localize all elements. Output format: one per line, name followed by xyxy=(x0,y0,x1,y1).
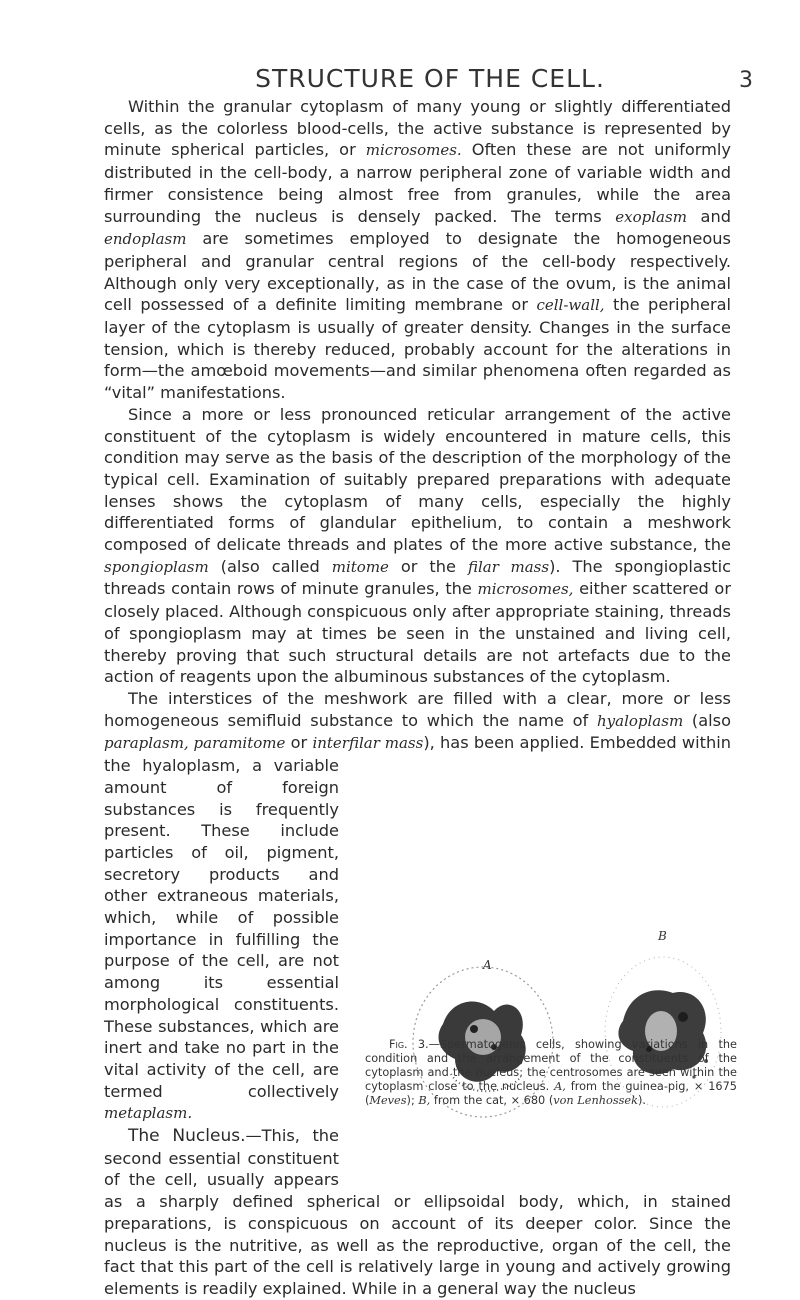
text-run: or the xyxy=(388,556,468,576)
text-run: (also called xyxy=(208,556,332,576)
figure-3 xyxy=(351,759,739,1186)
caption-text: from the cat, × 680 ( xyxy=(430,1093,554,1107)
figure-number: Fig. 3. xyxy=(389,1038,429,1052)
text-run: or xyxy=(285,733,313,753)
caption-text: ). xyxy=(637,1093,646,1107)
term: spongioplasm xyxy=(104,557,209,576)
caption-text: from the guinea-pig, × 1675 ( xyxy=(365,1079,737,1107)
caption-label-b: B, xyxy=(418,1093,431,1107)
text-run: (also xyxy=(683,710,731,730)
text-run: ). The spongioplastic threads contain rows of minute granules, the xyxy=(104,556,731,599)
caption-label-a: A, xyxy=(554,1079,566,1093)
text-run: and xyxy=(686,206,731,226)
section-heading-nucleus: The Nucleus. xyxy=(128,1126,246,1147)
text-run: ), has been applied. Embedded within the hyaloplasm, a variable amount of foreign substances is frequently present. These include particles of oil, pigment, secretory products and other extraneous materials, which, while of possible importance in fulfilling the purpose of the cell, are not among its essential morphological constituents. These substances, which are inert and take no part in the vital activity of the cell, are termed collectively xyxy=(104,733,731,1101)
caption-author: Meves xyxy=(369,1093,407,1107)
term: filar mass xyxy=(467,557,550,576)
figure-illustration xyxy=(351,759,739,1186)
term: interfilar mass xyxy=(312,734,424,753)
page-number: 3 xyxy=(739,68,753,93)
text-run: Often these are not uniformly distributed in the cell-body, a narrow peripheral zone of variable width and firmer consistence being almost free from granules, while the area surrounding the nucleus is densely packed. The terms xyxy=(104,140,731,226)
term: paraplasm, paramitome xyxy=(104,734,286,753)
text-run: —This, the second essential constituent of the cell, usually appears as a sharply defined spherical or ellipsoidal body, which, in stained preparations, is conspicuous on account of its deeper color. Since the nucleus is the nutritive, as well as the reproductive, organ of the cell, the fact that this part of the cell is relatively large in young and actively growing elements is readily explained. While in a general way the nucleus xyxy=(104,1126,731,1298)
figure-label-b: B xyxy=(658,929,667,944)
text-run: the peripheral layer of the cytoplasm is usually of greater density. Changes in the surface tension, which is thereby reduced, probably account for the alterations in form—the amœboid movements—and similar phenomena often regarded as “vital” manifestations. xyxy=(104,295,732,403)
text-run: Since a more or less pronounced reticular arrangement of the active constituent of the cytoplasm is widely encountered in mature cells, this condition may serve as the basis of the description of the morphology of the typical cell. Examination of suitably prepared preparations with adequate lenses shows the cytoplasm of many cells, especially the highly differentiated forms of glandular epithelium, to contain a meshwork composed of delicate threads and plates of the more active substance, the xyxy=(104,404,731,555)
term: microsomes, xyxy=(477,580,574,599)
text-run: are sometimes employed to designate the homogeneous peripheral and granular central regions of the cell-body respectively. Although only very exceptionally, as in the case of the ovum, is the animal cell possessed of a definite limiting membrane or xyxy=(104,229,731,315)
term: metaplasm. xyxy=(104,1104,193,1123)
text-run: either scattered or closely placed. Although conspicuous only after appropriate staining, threads of spongioplasm may at times be seen in the unstained and living cell, thereby proving that such structural details are not artefacts due to the action of reagents upon the albuminous substances of the cytoplasm. xyxy=(104,579,731,687)
text-run: Within the granular cytoplasm of many young or slightly differentiated cells, as the colorless blood-cells, the active substance is represented by minute spherical particles, or xyxy=(104,97,731,160)
running-head-title: STRUCTURE OF THE CELL. xyxy=(255,64,605,93)
figure-label-a: A xyxy=(483,958,492,973)
paragraph-3 xyxy=(104,688,737,1125)
term: endoplasm xyxy=(104,230,187,249)
caption-text: —Spermatogenic cells, showing variations in the condition and the arrangement of the constituents of the cytoplasm and the nucleus; the centrosomes are seen within the cytoplasm close to the nucleus. xyxy=(365,1038,737,1093)
term: exoplasm xyxy=(615,207,687,226)
paragraph-1 xyxy=(104,96,731,404)
caption-text: ); xyxy=(406,1093,419,1107)
term: hyaloplasm xyxy=(597,711,684,730)
text-run: The interstices of the meshwork are filled with a clear, more or less homogeneous semifluid substance to which the name of xyxy=(104,688,731,730)
body-text xyxy=(104,96,737,1300)
term: mitome xyxy=(331,557,389,576)
term: microsomes. xyxy=(365,141,462,160)
caption-author: von Lenhossek xyxy=(553,1093,638,1107)
paragraph-2 xyxy=(104,404,731,688)
figure-caption xyxy=(365,1038,737,1108)
term: cell-wall, xyxy=(536,296,605,315)
